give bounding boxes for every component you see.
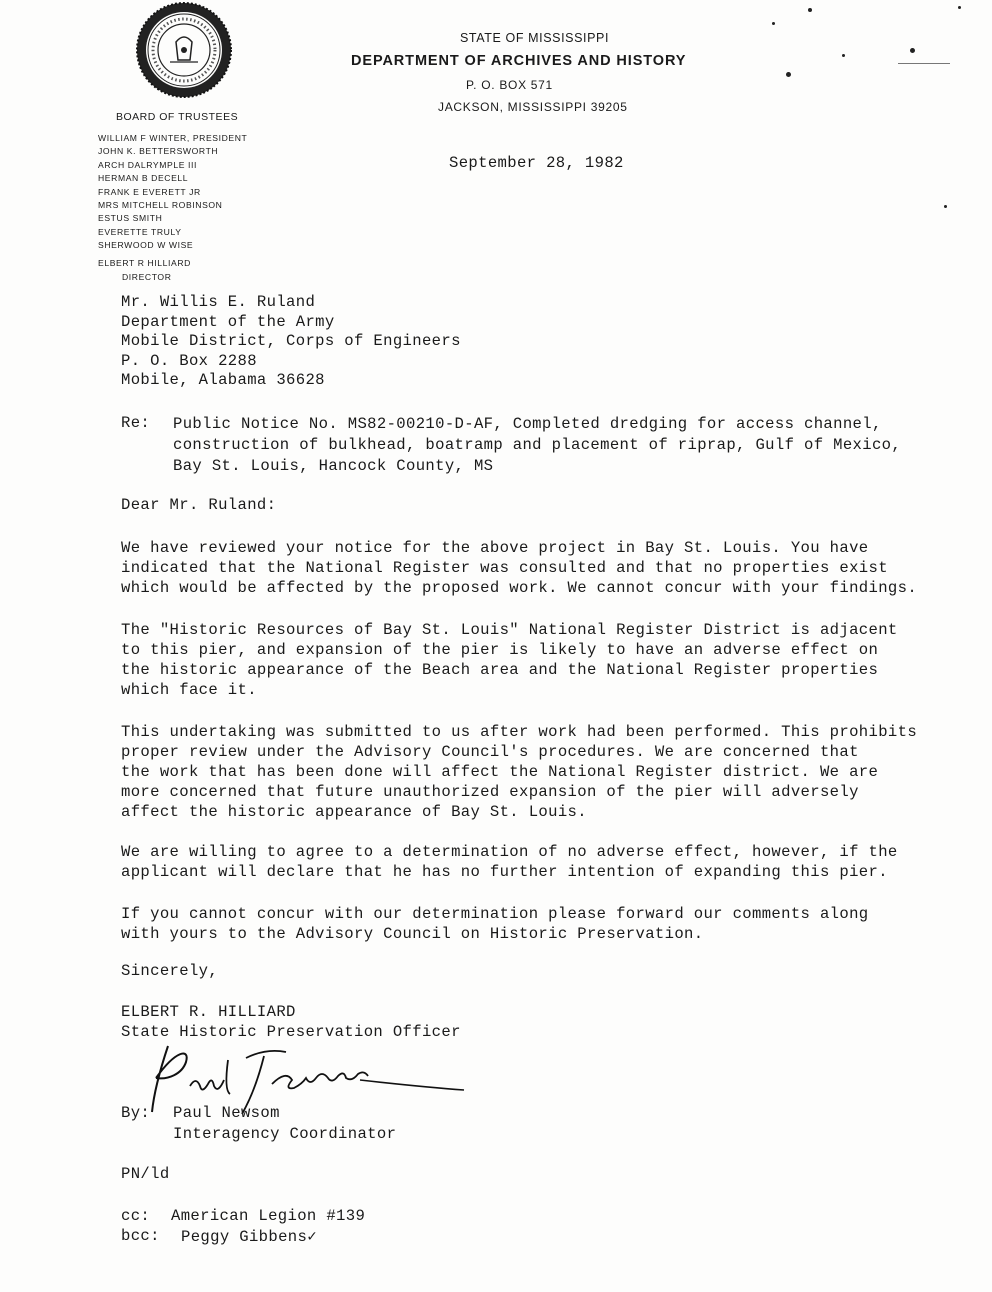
department-seal bbox=[126, 2, 242, 102]
body-line: This undertaking was submitted to us after work had been performed. This prohibits bbox=[121, 723, 918, 741]
paragraph-4 bbox=[121, 842, 898, 882]
paragraph-2 bbox=[121, 620, 898, 700]
board-member: HERMAN B DECELL bbox=[98, 173, 189, 184]
scan-mark bbox=[898, 63, 950, 64]
recipient-address bbox=[121, 293, 461, 391]
typist-initials: PN/ld bbox=[121, 1165, 170, 1183]
scan-speck bbox=[772, 22, 775, 25]
closing: Sincerely, bbox=[121, 962, 219, 980]
board-member: FRANK E EVERETT JR bbox=[98, 186, 201, 197]
re-subject bbox=[173, 414, 901, 477]
scan-speck bbox=[842, 54, 845, 57]
re-line: Public Notice No. MS82-00210-D-AF, Completed dredging for access channel, bbox=[173, 415, 882, 433]
board-member: ESTUS SMITH bbox=[98, 213, 163, 224]
letterhead-po-box: P. O. BOX 571 bbox=[466, 78, 553, 92]
board-member-list bbox=[98, 132, 247, 253]
board-member: SHERWOOD W WISE bbox=[98, 240, 194, 251]
body-line: affect the historic appearance of Bay St. Louis. bbox=[121, 803, 587, 821]
by-name: Paul Newsom bbox=[173, 1104, 280, 1122]
recipient-line: Mobile, Alabama 36628 bbox=[121, 371, 325, 389]
body-line: indicated that the National Register was consulted and that no properties exist bbox=[121, 559, 888, 577]
check-mark-icon: ✓ bbox=[307, 1228, 317, 1246]
letterhead-state: STATE OF MISSISSIPPI bbox=[460, 31, 610, 45]
scan-speck bbox=[958, 6, 961, 9]
body-line: the historic appearance of the Beach area and the National Register properties bbox=[121, 661, 879, 679]
director-title: DIRECTOR bbox=[122, 272, 172, 282]
board-member: MRS MITCHELL ROBINSON bbox=[98, 200, 223, 211]
by-label: By: bbox=[121, 1104, 151, 1122]
re-line: Bay St. Louis, Hancock County, MS bbox=[173, 457, 494, 475]
body-line: with yours to the Advisory Council on Historic Preservation. bbox=[121, 925, 704, 943]
signatory-name: ELBERT R. HILLIARD bbox=[121, 1003, 296, 1021]
board-title: BOARD OF TRUSTEES bbox=[116, 111, 239, 123]
scan-speck bbox=[808, 8, 812, 12]
body-line: If you cannot concur with our determination please forward our comments along bbox=[121, 905, 869, 923]
scan-speck bbox=[944, 205, 947, 208]
body-line: applicant will declare that he has no further intention of expanding this pier. bbox=[121, 863, 888, 881]
paragraph-1 bbox=[121, 538, 917, 598]
director-name: ELBERT R HILLIARD bbox=[98, 258, 191, 268]
letterhead-city: JACKSON, MISSISSIPPI 39205 bbox=[438, 100, 628, 114]
paragraph-3 bbox=[121, 722, 917, 822]
body-line: We are willing to agree to a determination of no adverse effect, however, if the bbox=[121, 843, 898, 861]
re-label: Re: bbox=[121, 414, 151, 432]
letter-date: September 28, 1982 bbox=[449, 154, 624, 172]
body-line: We have reviewed your notice for the above project in Bay St. Louis. You have bbox=[121, 539, 869, 557]
bcc-label: bcc: bbox=[121, 1227, 160, 1245]
letterhead-department: DEPARTMENT OF ARCHIVES AND HISTORY bbox=[351, 53, 687, 69]
scan-speck bbox=[786, 72, 791, 77]
body-line: more concerned that future unauthorized expansion of the pier will adversely bbox=[121, 783, 859, 801]
bcc-name: Peggy Gibbens bbox=[181, 1228, 308, 1246]
by-title: Interagency Coordinator bbox=[173, 1125, 397, 1143]
bcc-value bbox=[181, 1227, 317, 1246]
recipient-line: Mobile District, Corps of Engineers bbox=[121, 332, 461, 350]
salutation: Dear Mr. Ruland: bbox=[121, 496, 277, 514]
cc-label: cc: bbox=[121, 1207, 151, 1225]
recipient-line: Mr. Willis E. Ruland bbox=[121, 293, 316, 311]
board-member: WILLIAM F WINTER, PRESIDENT bbox=[98, 133, 248, 143]
scan-speck bbox=[910, 48, 915, 53]
body-line: The "Historic Resources of Bay St. Louis" National Register District is adjacent bbox=[121, 621, 898, 639]
paragraph-5 bbox=[121, 904, 869, 944]
body-line: which would be affected by the proposed work. We cannot concur with your findings. bbox=[121, 579, 918, 597]
body-line: to this pier, and expansion of the pier is likely to have an adverse effect on bbox=[121, 641, 879, 659]
body-line: proper review under the Advisory Council's procedures. We are concerned that bbox=[121, 743, 859, 761]
re-line: construction of bulkhead, boatramp and placement of riprap, Gulf of Mexico, bbox=[173, 436, 902, 454]
body-line: the work that has been done will affect the National Register district. We are bbox=[121, 763, 879, 781]
board-member: ARCH DALRYMPLE III bbox=[98, 159, 197, 170]
recipient-line: Department of the Army bbox=[121, 312, 335, 331]
signatory-title: State Historic Preservation Officer bbox=[121, 1023, 461, 1041]
board-member: JOHN K. BETTERSWORTH bbox=[98, 146, 219, 157]
body-line: which face it. bbox=[121, 681, 257, 699]
board-member: EVERETTE TRULY bbox=[98, 226, 182, 237]
recipient-line: P. O. Box 2288 bbox=[121, 351, 257, 370]
cc-value: American Legion #139 bbox=[171, 1207, 366, 1225]
